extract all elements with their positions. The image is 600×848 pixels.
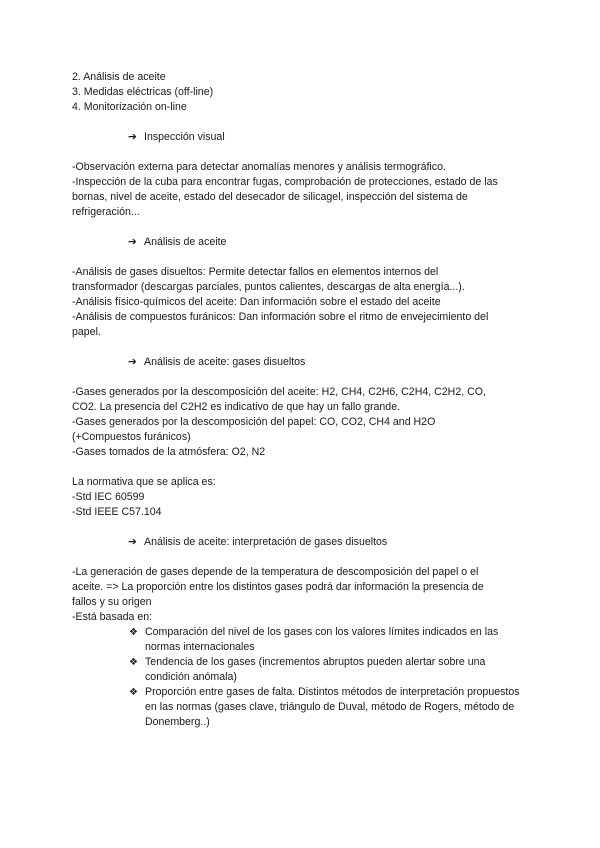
arrow-icon: ➔ [128, 236, 137, 248]
section-heading-interpretacion: ➔ Análisis de aceite: interpretación de gases disueltos [128, 536, 388, 548]
document-page [72, 70, 532, 730]
list-item: 3. Medidas eléctricas (off-line) [72, 86, 214, 98]
paragraph-line: -Análisis físico-químicos del aceite: Dan información sobre el estado del aceite [72, 296, 441, 308]
diamond-bullet-icon: ❖ [129, 687, 138, 698]
arrow-icon: ➔ [128, 131, 137, 143]
diamond-bullet-icon: ❖ [129, 657, 138, 668]
section-body [72, 565, 532, 625]
paragraph-line: fallos y su origen [72, 596, 152, 608]
paragraph-line: -Inspección de la cuba para encontrar fugas, comprobación de protecciones, estado de las [72, 176, 498, 188]
numbered-list [72, 70, 532, 115]
paragraph-line: papel. [72, 326, 101, 338]
section-body [72, 385, 532, 460]
paragraph-line: transformador (descargas parciales, puntos calientes, descargas de alta energía...). [72, 281, 465, 293]
paragraph-line: CO2. La presencia del C2H2 es indicativo de que hay un fallo grande. [72, 401, 401, 413]
paragraph-line: -Gases generados por la descomposición del papel: CO, CO2, CH4 and H2O [72, 416, 436, 428]
section-heading-gases-disueltos: ➔ Análisis de aceite: gases disueltos [128, 356, 306, 368]
list-item: ❖ Tendencia de los gases (incrementos abruptos pueden alertar sobre una condición anómala) [129, 656, 486, 683]
paragraph-line: -Std IEC 60599 [72, 491, 145, 503]
paragraph-line: refrigeración... [72, 206, 140, 218]
paragraph-line: -Std IEEE C57.104 [72, 506, 162, 518]
list-item: 2. Análisis de aceite [72, 71, 166, 83]
arrow-icon: ➔ [128, 536, 137, 548]
section-body [72, 160, 532, 220]
paragraph-line: aceite. => La proporción entre los distintos gases podrá dar información la presencia de [72, 581, 484, 593]
section-heading-analisis-aceite: ➔ Análisis de aceite [128, 236, 227, 248]
paragraph-line: -Gases tomados de la atmósfera: O2, N2 [72, 446, 266, 458]
list-item: 4. Monitorización on-line [72, 101, 187, 113]
normativa-block [72, 475, 532, 520]
paragraph-line: -Está basada en: [72, 611, 153, 623]
paragraph-line: -Análisis de gases disueltos: Permite detectar fallos en elementos internos del [72, 266, 439, 278]
section-body [72, 265, 532, 340]
paragraph-line: -La generación de gases depende de la temperatura de descomposición del papel o el [72, 566, 479, 578]
paragraph-line: -Observación externa para detectar anomalías menores y análisis termográfico. [72, 161, 446, 173]
diamond-bullet-icon: ❖ [129, 627, 138, 638]
paragraph-line: bornas, nivel de aceite, estado del desecador de silicagel, inspección del sistema de [72, 191, 468, 203]
paragraph-line: -Análisis de compuestos furánicos: Dan información sobre el ritmo de envejecimiento del [72, 311, 489, 323]
list-item: ❖ Comparación del nivel de los gases con los valores límites indicados en las normas internacionales [129, 626, 499, 653]
list-item: ❖ Proporción entre gases de falta. Distintos métodos de interpretación propuestos en las normas (gases clave, triángulo de Duval, método de Rogers, método de Donemberg..) [129, 686, 520, 728]
paragraph-line: La normativa que se aplica es: [72, 476, 216, 488]
paragraph-line: -Gases generados por la descomposición del aceite: H2, CH4, C2H6, C2H4, C2H2, CO, [72, 386, 486, 398]
section-heading-inspeccion-visual: ➔ Inspección visual [128, 131, 225, 143]
paragraph-line: (+Compuestos furánicos) [72, 431, 191, 443]
arrow-icon: ➔ [128, 356, 137, 368]
bullet-list [72, 625, 532, 730]
